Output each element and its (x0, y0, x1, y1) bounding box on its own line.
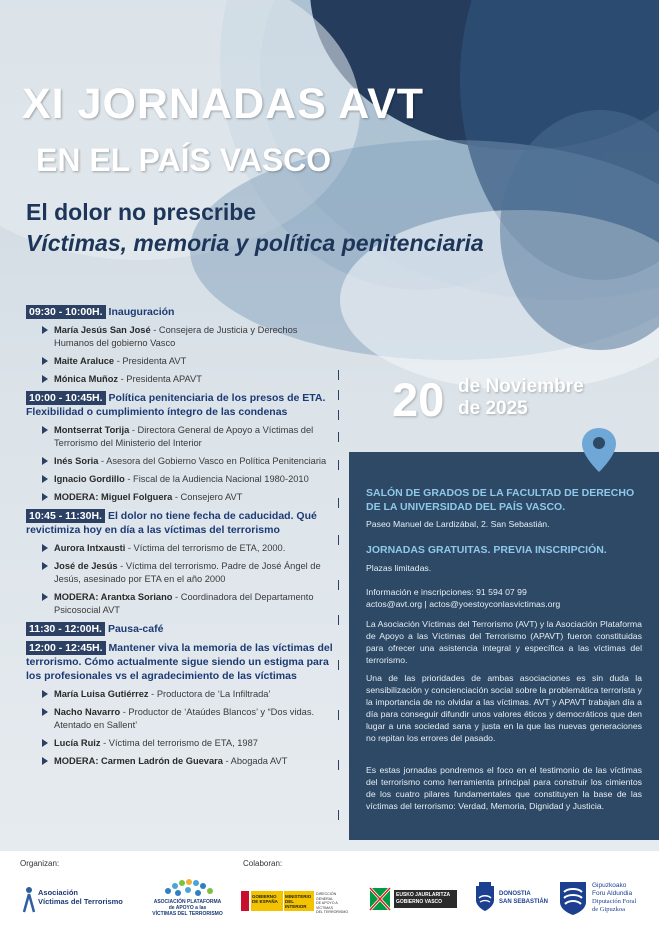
apavt-logo-line2: de APOYO a las (168, 905, 207, 911)
event-title: XI JORNADAS AVT (22, 80, 425, 128)
agenda-title: Pausa-café (107, 623, 164, 635)
dir-line1: DIRECCIÓN GENERAL (316, 892, 337, 901)
arrow-icon (42, 757, 48, 765)
direccion-general-text (316, 892, 353, 915)
agenda-time: 09:30 - 10:00H. (26, 305, 106, 319)
speaker-item (26, 755, 338, 768)
agenda (26, 305, 338, 773)
basque-shield-icon (369, 887, 391, 911)
speaker-name: MODERA: Arantxa Soriano (54, 592, 173, 602)
speaker-desc: - Víctima del terrorismo de ETA, 2000. (125, 543, 286, 553)
arrow-icon (42, 690, 48, 698)
info-panel (349, 452, 659, 840)
free-registration: JORNADAS GRATUITAS. PREVIA INSCRIPCIÓN. (366, 544, 607, 556)
agenda-title: Inauguración (108, 306, 175, 318)
speaker-name: Lucía Ruiz (54, 738, 101, 748)
gipuzkoa-shield-icon (558, 880, 588, 916)
collaborators-label: Colaboran: (243, 859, 283, 868)
arrow-icon (42, 562, 48, 570)
arrow-icon (42, 593, 48, 601)
speaker-desc: - Productora de ‘La Infiltrada’ (148, 689, 271, 699)
agenda-time: 11:30 - 12:00H. (26, 622, 105, 636)
avt-logo (22, 884, 142, 916)
speaker-desc: - Presidenta AVT (114, 356, 187, 366)
apavt-logo-text (150, 899, 225, 917)
speaker-name: José de Jesús (54, 561, 118, 571)
apavt-logo-line1: ASOCIACIÓN PLATAFORMA (153, 899, 222, 905)
eusko-line1: EUSKO JAURLARITZA (396, 892, 451, 898)
speaker-desc: - Abogada AVT (222, 756, 288, 766)
spain-flag-icon (241, 891, 249, 911)
gip-line3: Diputación Foral (592, 898, 637, 905)
speaker-desc: - Consejero AVT (172, 492, 243, 502)
speaker-item (26, 324, 338, 350)
speaker-name: María Jesús San José (54, 325, 151, 335)
donostia-logo (474, 880, 549, 916)
arrow-icon (42, 357, 48, 365)
speaker-name: Montserrat Torija (54, 425, 130, 435)
speaker-name: Ignacio Gordillo (54, 474, 125, 484)
date-day: 20 (392, 373, 445, 426)
speaker-desc: - Fiscal de la Audiencia Nacional 1980-2010 (124, 474, 309, 484)
agenda-heading (26, 622, 338, 636)
agenda-title: Mantener viva la memoria de las víctimas del terrorismo. Cómo actualmente sigue siendo un estigma para los profesionales vs el agradecimiento de las víctimas (26, 642, 333, 682)
ministerio-interior-logo (241, 891, 353, 914)
arrow-icon (42, 739, 48, 747)
speaker-name: MODERA: Miguel Folguera (54, 492, 173, 502)
speaker-item (26, 737, 338, 750)
paragraph-2: Una de las prioridades de ambas asociaciones es sin duda la sensibilización y concienciación social sobre la problemática terrorista y la importancia de no olvidar a las víctimas. AVT y APAVT trabajan día a día para conseguir difundir unos valores éticos y democráticos que den lugar a una sociedad sana y justa en la que las nuevas generaciones no repitan los errores del pasado. (366, 673, 642, 743)
paragraph-3: Es estas jornadas pondremos el foco en el testimonio de las víctimas del terrorismo como herramienta principal para construir los cimientos de los cuatro pilares fundamentales que constituyen la base de las víctimas del terrorismo: Verdad, Memoria, Dignidad y Justicia. (366, 765, 642, 811)
venue-address: Paseo Manuel de Lardizábal, 2. San Sebastián. (366, 519, 550, 529)
don-line2: SAN SEBASTIÁN (499, 899, 549, 905)
event-theme: Víctimas, memoria y política penitenciaria (26, 230, 484, 256)
min-line2: DEL INTERIOR (285, 899, 307, 909)
agenda-heading (26, 391, 338, 419)
gobierno-vasco-text (394, 890, 457, 908)
paragraph-1: La Asociación Víctimas del Terrorismo (AVT) y la Asociación Plataforma de Apoyo a las Víctimas del Terrorismo (APAVT) fueron constituidas para ofrecer una asistencia integral y específica a las víctimas del terrorismo. (366, 619, 642, 665)
avt-emblem-icon (22, 886, 36, 914)
dir-line2: DE APOYO A VÍCTIMAS (316, 901, 338, 910)
speaker-item (26, 373, 338, 386)
agenda-title: Política penitenciaria de los presos de ETA. Flexibilidad o cumplimiento íntegro de las condenas (26, 392, 326, 418)
avt-logo-text (38, 888, 123, 906)
speaker-item (26, 424, 338, 450)
speaker-item (26, 473, 338, 486)
agenda-title: El dolor no tiene fecha de caducidad. Qué revictimiza hoy en día a las víctimas del terrorismo (26, 510, 317, 536)
donostia-crest-icon (474, 882, 496, 912)
apavt-logo-line3: VÍCTIMAS DEL TERRORISMO (152, 911, 223, 917)
gobierno-vasco-logo (369, 887, 457, 911)
gip-line1: Gipuzkoako (592, 882, 627, 889)
arrow-icon (42, 544, 48, 552)
speaker-name: Mónica Muñoz (54, 374, 119, 384)
agenda-heading (26, 305, 338, 319)
gip-line4: de Gipuzkoa (592, 906, 626, 913)
speaker-desc: - Víctima del terrorismo. Padre de José Ángel de Jesús, asesinado por ETA en el año 2000 (54, 561, 321, 584)
gipuzkoa-logo (558, 880, 659, 918)
gipuzkoa-text (592, 882, 636, 914)
arrow-icon (42, 493, 48, 501)
agenda-section (26, 509, 338, 617)
arrow-icon (42, 457, 48, 465)
speaker-desc: - Consejera de Justicia y Derechos Humanos del gobierno Vasco (54, 325, 298, 348)
arrow-icon (42, 426, 48, 434)
location-pin-icon (579, 426, 619, 474)
speaker-name: Nacho Navarro (54, 707, 121, 717)
agenda-time: 10:00 - 10:45H. (26, 391, 106, 405)
organizers-label: Organizan: (20, 859, 60, 868)
avt-logo-line1: Asociación (38, 888, 79, 897)
agenda-heading (26, 641, 338, 683)
gob-line2: DE ESPAÑA (252, 899, 278, 904)
speaker-item (26, 542, 338, 555)
gob-line1: GOBIERNO (252, 894, 277, 899)
speaker-name: Inés Soria (54, 456, 99, 466)
donostia-text (499, 890, 548, 906)
venue-name: SALÓN DE GRADOS DE LA FACULTAD DE DERECHO DE LA UNIVERSIDAD DEL PAÍS VASCO. (366, 487, 635, 513)
speaker-item (26, 591, 338, 617)
arrow-icon (42, 708, 48, 716)
don-line1: DONOSTIA (499, 891, 531, 897)
apavt-logo (150, 877, 225, 922)
speaker-item (26, 355, 338, 368)
arrow-icon (42, 375, 48, 383)
agenda-heading (26, 509, 338, 537)
apavt-dots-icon (158, 877, 218, 899)
speaker-item (26, 560, 338, 586)
ministerio-block (284, 891, 314, 911)
agenda-section (26, 641, 338, 768)
speaker-desc: - Víctima del terrorismo de ETA, 1987 (100, 738, 258, 748)
event-location-title: EN EL PAÍS VASCO (36, 142, 332, 178)
speaker-name: María Luisa Gutiérrez (54, 689, 149, 699)
agenda-section (26, 622, 338, 636)
event-subtitle: El dolor no prescribe (26, 199, 257, 225)
speaker-item (26, 706, 338, 732)
footer (0, 851, 659, 931)
agenda-time: 12:00 - 12:45H. (26, 641, 106, 655)
divider-ticks (337, 370, 341, 840)
speaker-desc: - Presidenta APAVT (118, 374, 202, 384)
date-month-year (458, 376, 584, 420)
agenda-time: 10:45 - 11:30H. (26, 509, 105, 523)
arrow-icon (42, 475, 48, 483)
avt-logo-line2: Víctimas del Terrorismo (38, 897, 123, 906)
date-month: de Noviembre (458, 376, 584, 397)
contact-phone: Información e inscripciones: 91 594 07 99 (366, 587, 527, 597)
speaker-desc: - Asesora del Gobierno Vasco en Política Penitenciaria (98, 456, 327, 466)
speaker-item (26, 491, 338, 504)
speaker-name: Maite Araluce (54, 356, 115, 366)
date-year: de 2025 (458, 398, 528, 419)
limited-places: Plazas limitadas. (366, 563, 432, 573)
gobierno-espana-block (251, 891, 283, 911)
agenda-section (26, 305, 338, 386)
agenda-section (26, 391, 338, 504)
min-line1: MINISTERIO (285, 894, 312, 899)
speaker-desc: - Coordinadora del Departamento Psicosocial AVT (54, 592, 314, 615)
speaker-name: MODERA: Carmen Ladrón de Guevara (54, 756, 223, 766)
arrow-icon (42, 326, 48, 334)
gip-line2: Foru Aldundia (592, 890, 633, 897)
contact-emails[interactable]: actos@avt.org | actos@yoestoyconlasvictimas.org (366, 599, 561, 609)
speaker-item (26, 688, 338, 701)
speaker-name: Aurora Intxausti (54, 543, 126, 553)
eusko-line2: GOBIERNO VASCO (396, 899, 443, 905)
speaker-desc: - Directora General de Apoyo a Víctimas del Terrorismo del Ministerio del Interior (54, 425, 314, 448)
speaker-item (26, 455, 338, 468)
speaker-desc: - Productor de ‘Ataúdes Blancos’ y “Dos vidas. Atentado en Sallent’ (54, 707, 315, 730)
dir-line3: DEL TERRORISMO (316, 910, 349, 914)
